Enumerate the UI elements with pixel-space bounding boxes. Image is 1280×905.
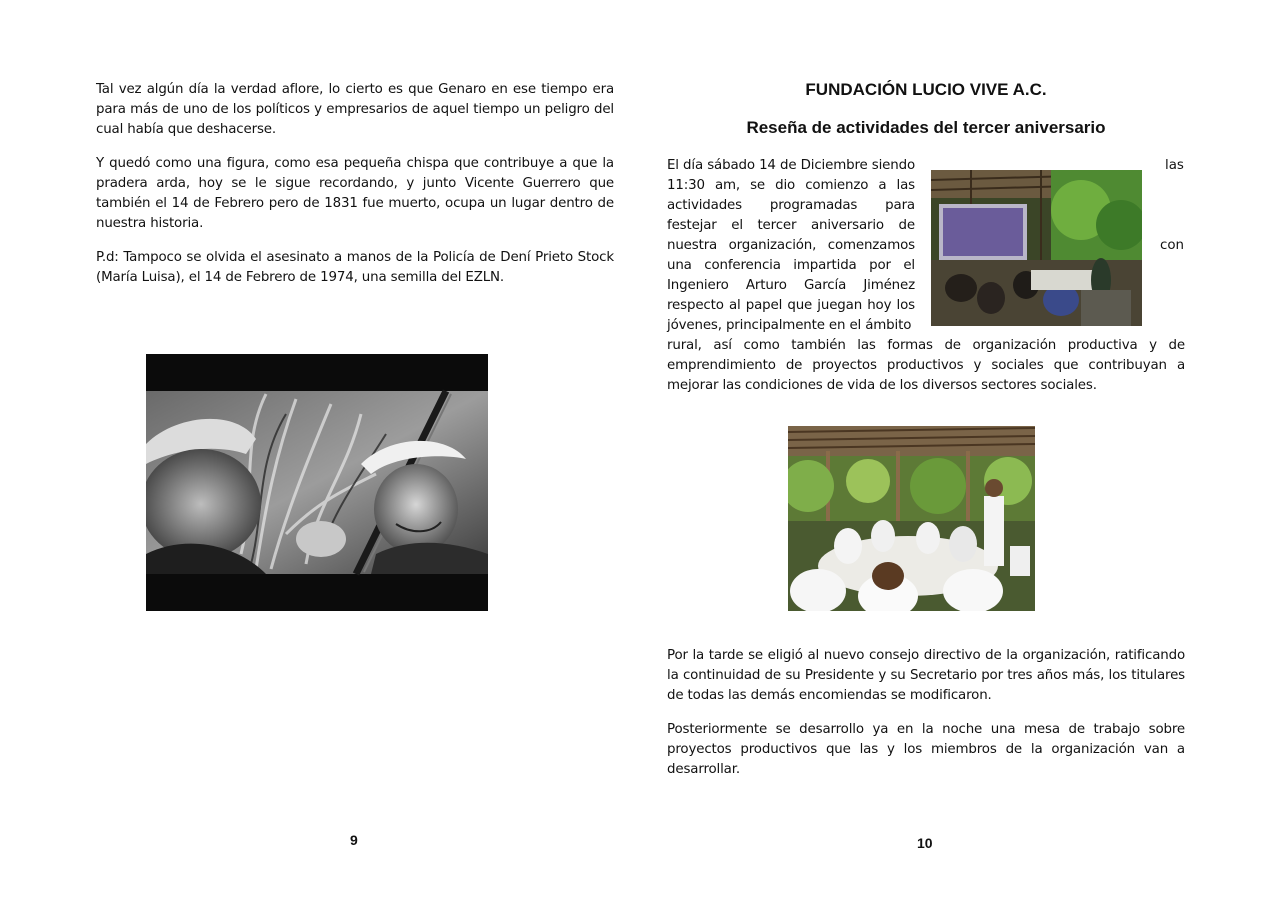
intro-word-con: con bbox=[1160, 238, 1185, 253]
intro-line-7: Ingeniero Arturo García Jiménez bbox=[667, 278, 915, 293]
anniversary-subtitle: Reseña de actividades del tercer aniversario bbox=[746, 118, 1106, 137]
work-table-photo bbox=[788, 426, 1035, 611]
right-paragraph-3: Posteriormente se desarrollo ya en la noche una mesa de trabajo sobre proyectos productivos que las y los miembros de la organización van a desarrollar. bbox=[667, 722, 1185, 777]
work-table-photo-art bbox=[788, 426, 1035, 611]
intro-line-9: jóvenes, principalmente en el ámbito bbox=[667, 318, 912, 333]
intro-line-1: El día sábado 14 de Diciembre siendo bbox=[667, 158, 915, 173]
page-number: 9 bbox=[350, 832, 358, 848]
intro-line-3: actividades programadas para bbox=[667, 198, 915, 213]
guerrilla-photo-art bbox=[146, 354, 488, 611]
intro-line-8: respecto al papel que juegan hoy los bbox=[667, 298, 915, 313]
conference-photo-art bbox=[931, 170, 1142, 326]
guerrilla-photo bbox=[146, 354, 488, 611]
right-paragraph-2: Por la tarde se eligió al nuevo consejo directivo de la organización, ratificando la continuidad de su Presidente y su Secretario por tres años más, los titulares de todas las demás encomiendas se modificaron. bbox=[667, 648, 1185, 703]
left-paragraph-1: Tal vez algún día la verdad aflore, lo cierto es que Genaro en ese tiempo era para más de uno de los políticos y empresarios de aquel tiempo un peligro del cual había que deshacerse. bbox=[96, 82, 614, 137]
left-paragraph-2: Y quedó como una figura, como esa pequeña chispa que contribuye a que la pradera arda, hoy se le sigue recordando, y junto Vicente Guerrero que también el 14 de Febrero pero de 1831 fue muerto, ocupa un lugar dentro de nuestra historia. bbox=[96, 156, 614, 231]
intro-line-2: 11:30 am, se dio comienzo a las bbox=[667, 178, 915, 193]
foundation-title: FUNDACIÓN LUCIO VIVE A.C. bbox=[805, 80, 1047, 99]
intro-line-4: festejar el tercer aniversario de bbox=[667, 218, 915, 233]
intro-line-6: una conferencia impartida por el bbox=[667, 258, 915, 273]
right-page bbox=[640, 0, 1280, 905]
page-number: 10 bbox=[917, 835, 933, 851]
intro-word-las: las bbox=[1165, 158, 1184, 173]
intro-continuation: rural, así como también las formas de organización productiva y de emprendimiento de proyectos productivos y sociales que contribuyan a mejorar las condiciones de vida de los diversos sectores sociales. bbox=[667, 338, 1185, 393]
intro-line-5: nuestra organización, comenzamos bbox=[667, 238, 915, 253]
left-paragraph-3: P.d: Tampoco se olvida el asesinato a manos de la Policía de Dení Prieto Stock (María Luisa), el 14 de Febrero de 1974, una semilla del EZLN. bbox=[96, 250, 614, 285]
conference-photo bbox=[931, 170, 1142, 326]
